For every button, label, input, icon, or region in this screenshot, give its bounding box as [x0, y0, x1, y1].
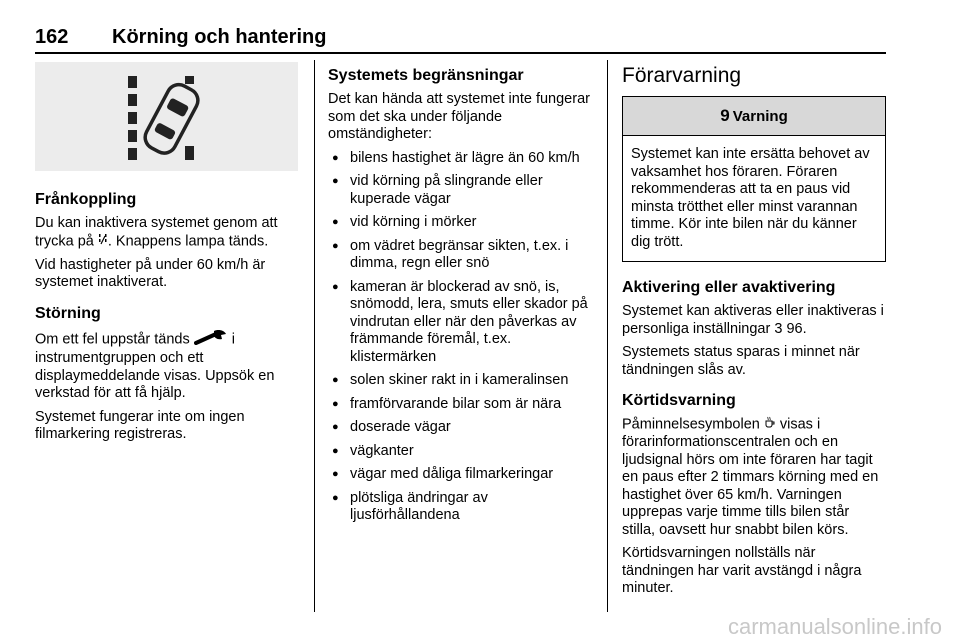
- limitations-intro: Det kan hända att systemet inte fungerar som det ska under följande omständigheter:: [328, 91, 590, 142]
- list-item: ● vägar med dåliga filmarkeringar: [328, 466, 593, 484]
- activation-paragraph-1: Systemet kan aktiveras eller inaktiveras i personliga inställningar 3 96.: [622, 303, 884, 337]
- warning-header: [623, 97, 885, 136]
- disable-paragraph-1: Du kan inaktivera systemet genom att trycka på . Knappens lampa tänds.: [35, 215, 278, 250]
- list-item: ● plötsliga ändringar av ljusförhållandena: [328, 490, 593, 525]
- wrench-icon: [194, 329, 228, 351]
- list-item: ● om vädret begränsar sikten, t.ex. i dimma, regn eller snö: [328, 238, 593, 273]
- left-column: [35, 190, 300, 450]
- drive-time-paragraph-1: Påminnelsesymbolen visas i förarinformationscentralen och en ljudsignal hörs om inte föraren har tagit en paus efter 2 timmars körning med en hastighet över 65 km/h. Varningen upprepas varje timme tills bilen står stilla, oavsett hur snabbt bilen körs.: [622, 416, 879, 538]
- activation-paragraph-2: Systemets status sparas i minnet när tändningen slås av.: [622, 344, 860, 378]
- right-column: [622, 64, 886, 604]
- drive-time-heading: Körtidsvarning: [622, 392, 736, 409]
- warning-body: [623, 136, 885, 261]
- fault-paragraph-1: Om ett fel uppstår tänds i instrumentgruppen och ett displaymeddelande visas. Uppsök en verkstad för att få hjälp.: [35, 329, 300, 403]
- coffee-cup-icon: [764, 416, 776, 434]
- warning-triangle-icon: 9: [720, 106, 730, 125]
- lane-departure-illustration: [35, 62, 298, 171]
- limitations-heading: Systemets begränsningar: [328, 67, 524, 84]
- running-title: Körning och hantering: [112, 26, 327, 48]
- list-item: ● vägkanter: [328, 443, 593, 461]
- list-item: ● solen skiner rakt in i kameralinsen: [328, 372, 593, 390]
- list-item: ● framförvarande bilar som är nära: [328, 396, 593, 414]
- list-item: ● bilens hastighet är lägre än 60 km/h: [328, 150, 593, 168]
- page-reference-icon: 3: [774, 320, 783, 337]
- list-item: ● doserade vägar: [328, 419, 593, 437]
- lane-departure-icon: [35, 62, 298, 171]
- lane-assist-button-icon: [98, 233, 108, 251]
- list-item: ● vid körning på slingrande eller kuperade vägar: [328, 173, 593, 208]
- list-item: ● kameran är blockerad av snö, is, snömodd, lera, smuts eller skador på vindrutan eller när den påverkas av främmande föremål, t.ex. klistermärken: [328, 279, 593, 367]
- list-item: ● vid körning i mörker: [328, 214, 593, 232]
- warning-text: Systemet kan inte ersätta behovet av vaksamhet hos föraren. Föraren rekommenderas att ta en paus vid minsta trötthet eller minst varannan timme. Kör inte bilen när du känner dig trött.: [631, 146, 870, 250]
- disable-paragraph-2: Vid hastigheter på under 60 km/h är systemet inaktiverat.: [35, 256, 266, 291]
- watermark: carmanualsonline.info: [727, 614, 942, 639]
- disable-heading: Frånkoppling: [35, 191, 137, 208]
- page-number: 162: [35, 26, 69, 48]
- warning-box: [622, 96, 886, 262]
- middle-column: [328, 66, 593, 531]
- limitations-list: [328, 150, 593, 525]
- page-header: [35, 26, 886, 52]
- activation-heading: Aktivering eller avaktivering: [622, 279, 836, 296]
- fault-paragraph-2: Systemet fungerar inte om ingen filmarkering registreras.: [35, 408, 245, 443]
- fault-heading: Störning: [35, 304, 101, 322]
- header-rule: [35, 52, 886, 54]
- column-divider: [314, 60, 315, 612]
- warning-title: Varning: [732, 108, 788, 125]
- driver-warning-heading: Förarvarning: [622, 64, 742, 87]
- drive-time-paragraph-2: Körtidsvarningen nollställs när tändningen har varit avstängd i några minuter.: [622, 545, 862, 597]
- column-divider: [607, 60, 608, 612]
